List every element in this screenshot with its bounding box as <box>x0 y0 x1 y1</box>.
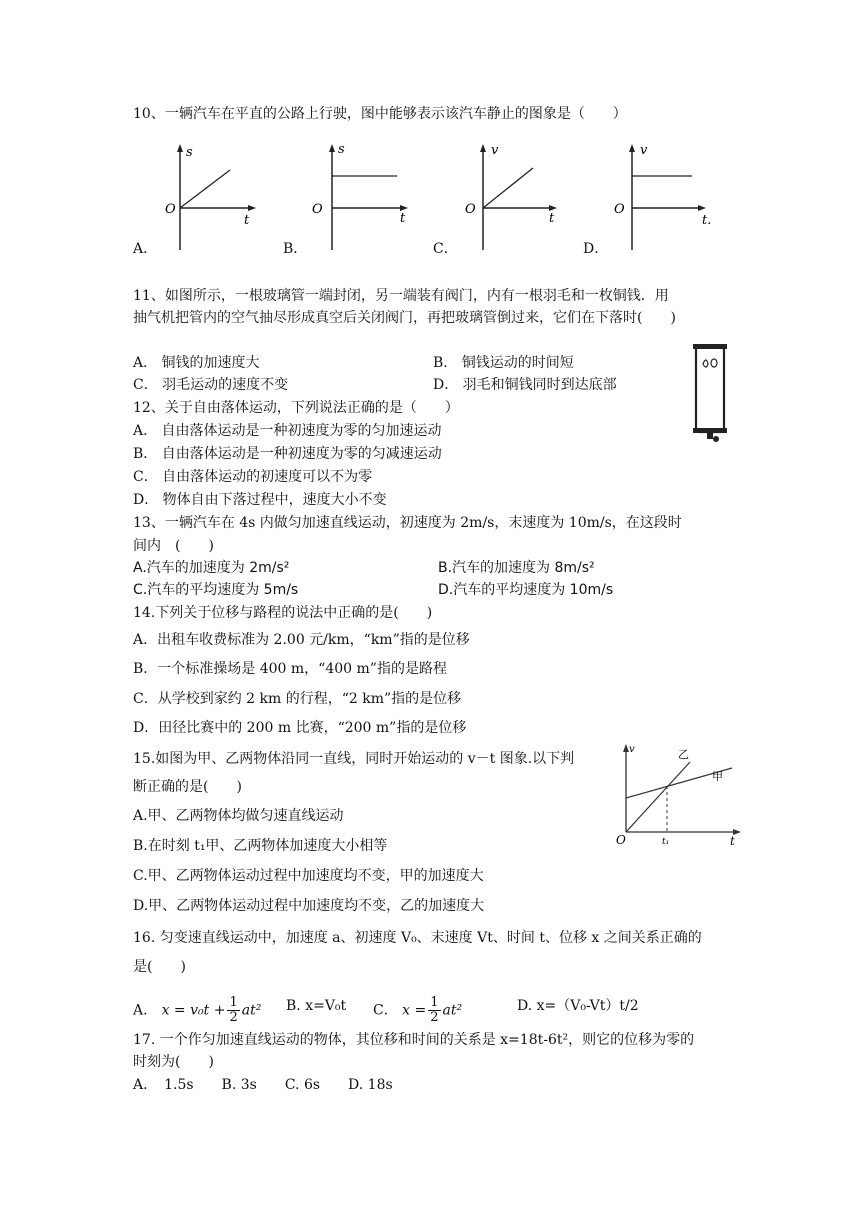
q10-letter-b: B． <box>283 241 308 257</box>
q15-yaxis: v <box>629 744 635 755</box>
q13-option-a: A.汽车的加速度为 2m/s² <box>133 560 290 576</box>
q16-option-c <box>373 995 463 1025</box>
q12-option-c: C． 自由落体运动的初速度可以不为零 <box>133 469 373 485</box>
q15-origin: O <box>616 833 626 847</box>
q12-stem: 12、关于自由落体运动，下列说法正确的是（ ） <box>133 400 459 416</box>
q16-option-c-label: C． <box>373 1002 398 1019</box>
q12-option-d: D． 物体自由下落过程中，速度大小不变 <box>133 492 387 508</box>
q14-option-a: A．出租车收费标准为 2.00 元/km，“km”指的是位移 <box>133 632 470 648</box>
q10a-origin: O <box>165 202 176 217</box>
q10d-xaxis: t. <box>702 213 712 228</box>
q12-option-a: A． 自由落体运动是一种初速度为零的匀加速运动 <box>133 423 442 439</box>
q10b-xaxis: t <box>400 211 406 226</box>
q10b-yaxis: s <box>338 142 345 157</box>
q10d-origin: O <box>614 202 625 217</box>
q15-stem-line1: 15.如图为甲、乙两物体沿同一直线，同时开始运动的 v－t 图象.以下判 <box>133 751 575 767</box>
q15-option-a: A.甲、乙两物体均做匀速直线运动 <box>133 808 344 824</box>
q11-option-c: C． 羽毛运动的速度不变 <box>133 377 289 393</box>
q10c-xaxis: t <box>549 211 555 226</box>
q10-letter-c: C． <box>433 241 458 257</box>
q10-graph-a <box>160 140 270 252</box>
q16-option-b: B. x=V₀t <box>286 998 347 1014</box>
q16-option-d: D. x=（V₀-Vt）t/2 <box>517 998 639 1014</box>
q14-option-c: C．从学校到家约 2 km 的行程，“2 km”指的是位移 <box>133 691 462 707</box>
q10c-origin: O <box>465 202 476 217</box>
q16-option-a-label: A． <box>133 1002 158 1019</box>
q10-stem: 10、一辆汽车在平直的公路上行驶，图中能够表示该汽车静止的图象是（ ） <box>133 106 627 122</box>
q10b-origin: O <box>312 202 323 217</box>
q11-stem-line2: 抽气机把管内的空气抽尽形成真空后关闭阀门，再把玻璃管倒过来，它们在下落时( ) <box>133 310 676 326</box>
q16-stem-line1: 16. 匀变速直线运动中，加速度 a、初速度 V₀、末速度 Vt、时间 t、位移 x 之间关系正确的 <box>133 930 702 946</box>
q10a-xaxis: t <box>244 213 250 228</box>
q10-letter-a: A． <box>133 241 158 257</box>
q11-option-d: D． 羽毛和铜钱同时到达底部 <box>433 377 617 393</box>
series-label-yi: 乙 <box>678 748 689 761</box>
q10c-yaxis: v <box>491 143 499 158</box>
q15-stem-line2: 断正确的是( ) <box>133 779 242 795</box>
q10-graph-b <box>312 140 422 252</box>
q10-graph-d <box>612 140 722 252</box>
q14-option-d: D．田径比赛中的 200 m 比赛，“200 m”指的是位移 <box>133 720 467 736</box>
q13-option-b: B.汽车的加速度为 8m/s² <box>438 560 595 576</box>
q10-graph-c <box>463 140 573 252</box>
glass-tube-figure <box>690 340 730 446</box>
q12-option-b: B． 自由落体运动是一种初速度为零的匀减速运动 <box>133 446 442 462</box>
q16-option-c-formula-pre: x = <box>402 1002 427 1019</box>
q15-option-b: B.在时刻 t₁甲、乙两物体加速度大小相等 <box>133 838 388 854</box>
q14-option-b: B．一个标准操场是 400 m，“400 m”指的是路程 <box>133 661 447 677</box>
q11-option-a: A． 铜钱的加速度大 <box>133 355 260 371</box>
q16-stem-line2: 是( ) <box>133 959 186 975</box>
q13-option-c: C.汽车的平均速度为 5m/s <box>133 582 299 598</box>
fraction-one-half-c: $\frac{1}{2}$ <box>430 995 439 1025</box>
q15-option-d: D.甲、乙两物体运动过程中加速度均不变，乙的加速度大 <box>133 898 485 914</box>
q11-option-b: B． 铜钱运动的时间短 <box>433 355 574 371</box>
q16-option-a-formula-post: at² <box>241 1002 262 1019</box>
q15-option-c: C.甲、乙两物体运动过程中加速度均不变，甲的加速度大 <box>133 868 484 884</box>
fraction-one-half: $\frac{1}{2}$ <box>229 995 238 1025</box>
q13-option-d: D.汽车的平均速度为 10m/s <box>438 582 614 598</box>
q10d-yaxis: v <box>640 143 648 158</box>
q15-t1: t₁ <box>662 837 670 847</box>
q17-options: A． 1.5s B. 3s C. 6s D. 18s <box>133 1077 393 1093</box>
q10a-yaxis: s <box>186 145 193 160</box>
q16-option-a <box>133 995 262 1025</box>
series-label-jia: 甲 <box>712 770 723 783</box>
q13-stem-line2: 间内 ( ) <box>133 538 214 554</box>
q11-stem-line1: 11、如图所示，一根玻璃管一端封闭，另一端装有阀门，内有一根羽毛和一枚铜钱．用 <box>133 288 669 304</box>
q17-stem-line2: 时刻为( ) <box>133 1054 214 1070</box>
q15-xaxis: t <box>730 834 735 848</box>
q16-option-c-formula-post: at² <box>442 1002 463 1019</box>
q10-letter-d: D． <box>583 241 609 257</box>
q16-option-a-formula-pre: x = v₀t + <box>161 1002 226 1019</box>
q14-stem: 14.下列关于位移与路程的说法中正确的是( ) <box>133 605 433 621</box>
q13-stem-line1: 13、一辆汽车在 4s 内做匀加速直线运动，初速度为 2m/s，末速度为 10m/s，在这段时 <box>133 515 682 531</box>
q15-vt-graph <box>612 740 747 848</box>
q17-stem-line1: 17. 一个作匀加速直线运动的物体，其位移和时间的关系是 x=18t-6t²，则它的位移为零的 <box>133 1032 695 1048</box>
